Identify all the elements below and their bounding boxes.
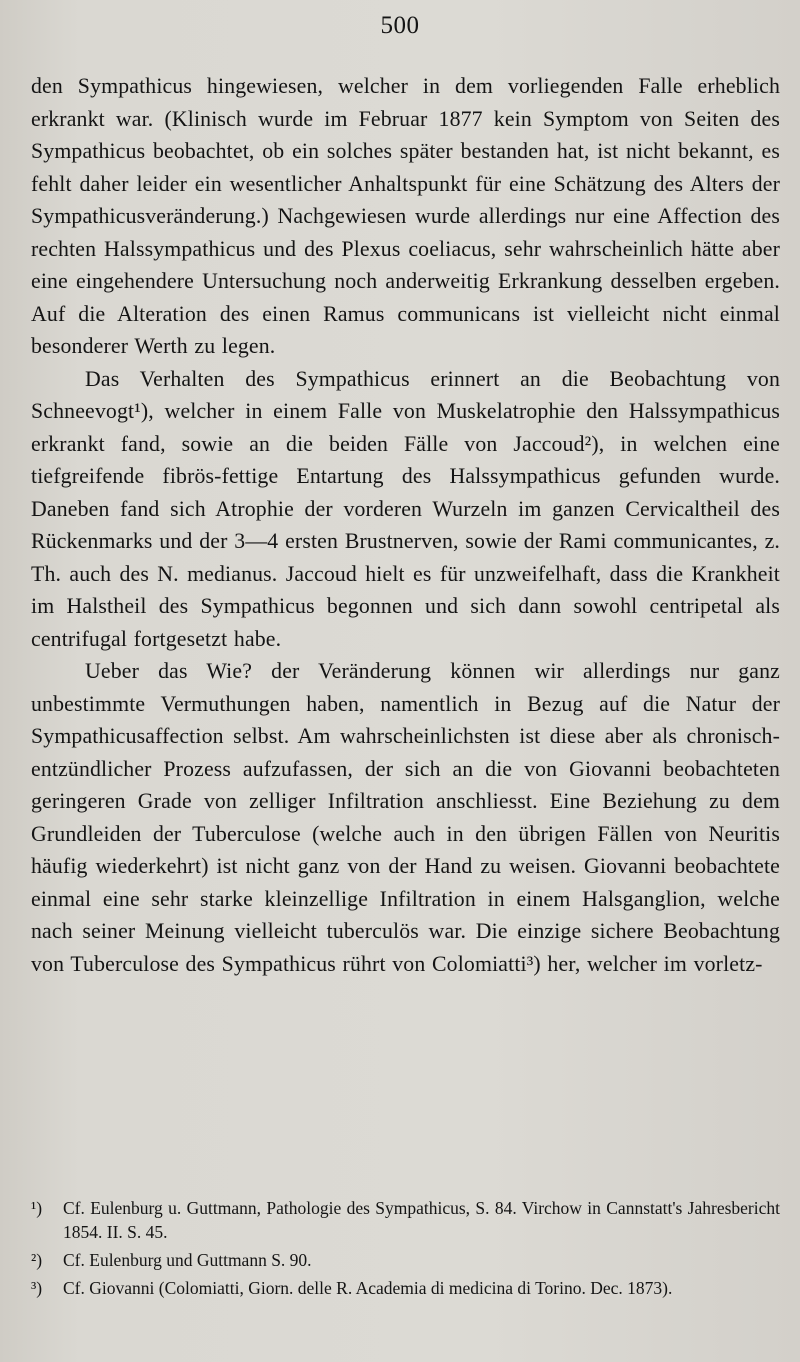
footnote-text: Cf. Eulenburg u. Guttmann, Pathologie des Sympathicus, S. 84. Virchow in Cannstatt's Jahresbericht 1854. II. S. 45. (63, 1198, 780, 1242)
footnote-marker: ³) (31, 1278, 43, 1298)
footnote-text: Cf. Eulenburg und Guttmann S. 90. (63, 1250, 312, 1270)
paragraph: Ueber das Wie? der Veränderung können wir allerdings nur ganz unbestimmte Vermuthungen haben, namentlich in Bezug auf die Natur der Sympathicusaffection selbst. Am wahrscheinlichsten ist diese aber als chronisch-entzündlicher Prozess aufzufassen, der sich an die von Giovanni beobachteten geringeren Grade von zelliger Infiltration anschliesst. Eine Beziehung zu dem Grundleiden der Tuberculose (welche auch in den übrigen Fällen von Neuritis häufig wiederkehrt) ist nicht ganz von der Hand zu weisen. Giovanni beobachtete einmal eine sehr starke kleinzellige Infiltration in einem Halsganglion, welche nach seiner Meinung vielleicht tuberculös war. Die einzige sichere Beobachtung von Tuberculose des Sympathicus rührt von Colomiatti³) her, welcher im vorletz- (31, 659, 780, 976)
body-text (31, 70, 780, 980)
footnote-marker: ²) (31, 1250, 43, 1270)
footnote (31, 1248, 780, 1272)
footnote (31, 1276, 780, 1300)
paragraph: den Sympathicus hingewiesen, welcher in dem vorliegenden Falle erheblich erkrankt war. (Klinisch wurde im Februar 1877 kein Symptom von Seiten des Sympathicus beobachtet, ob ein solches später bestanden hat, ist nicht bekannt, es fehlt daher leider ein wesentlicher Anhaltspunkt für eine Schätzung des Alters der Sympathicusveränderung.) Nachgewiesen wurde allerdings nur eine Affection des rechten Halssympathicus und des Plexus coeliacus, sehr wahrscheinlich hätte aber eine eingehendere Untersuchung noch anderweitig Erkrankung desselben ergeben. Auf die Alteration des einen Ramus communicans ist vielleicht nicht einmal besonderer Werth zu legen. (31, 74, 780, 358)
footnote-marker: ¹) (31, 1198, 43, 1218)
footnotes (31, 1196, 780, 1304)
paragraph: Das Verhalten des Sympathicus erinnert an die Beobachtung von Schneevogt¹), welcher in einem Falle von Muskelatrophie den Halssympathicus erkrankt fand, sowie an die beiden Fälle von Jaccoud²), in welchen eine tiefgreifende fibrös-fettige Entartung des Halssympathicus gefunden wurde. Daneben fand sich Atrophie der vorderen Wurzeln im ganzen Cervicaltheil des Rückenmarks und der 3—4 ersten Brustnerven, sowie der Rami communicantes, z. Th. auch des N. medianus. Jaccoud hielt es für unzweifelhaft, dass die Krankheit im Halstheil des Sympathicus begonnen und sich dann sowohl centripetal als centrifugal fortgesetzt habe. (31, 366, 780, 651)
footnote (31, 1196, 780, 1244)
footnote-text: Cf. Giovanni (Colomiatti, Giorn. delle R. Academia di medicina di Torino. Dec. 1873). (63, 1278, 673, 1298)
page-number: 500 (380, 12, 420, 39)
